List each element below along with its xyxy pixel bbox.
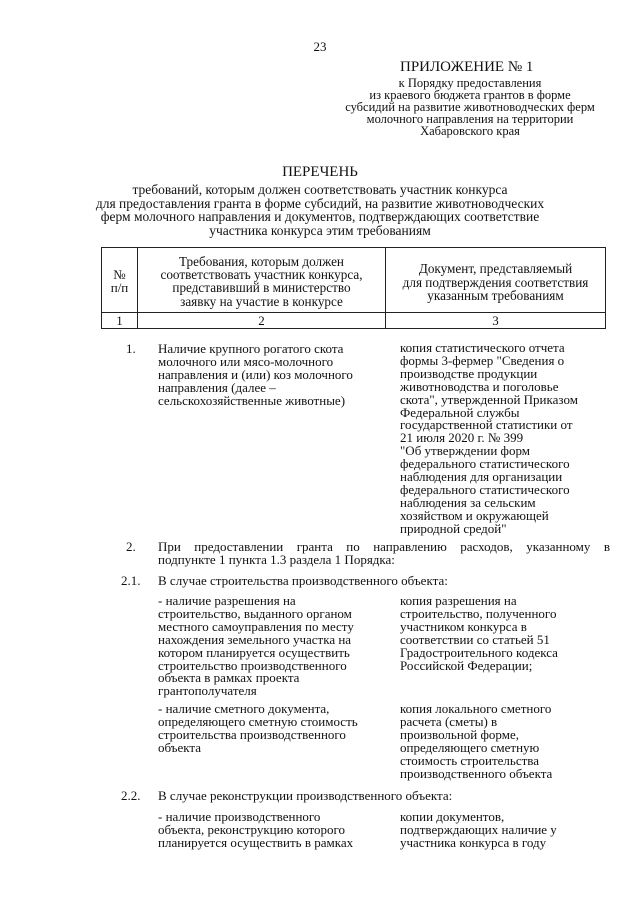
row-document xyxy=(400,703,552,780)
page-number: 23 xyxy=(313,39,327,54)
text-line: - наличие сметного документа, xyxy=(158,701,330,716)
row-number: 2.1. xyxy=(121,573,141,588)
text-line: - наличие разрешения на xyxy=(158,593,296,608)
text-line: объекта xyxy=(158,739,202,755)
header-text: № xyxy=(113,267,126,282)
text-line: копия статистического отчета xyxy=(400,340,565,355)
text-line: объекта, реконструкцию которого xyxy=(158,821,346,837)
text-line: произвольной форме, xyxy=(400,726,519,742)
text-line: направления (далее – xyxy=(158,380,276,396)
header-text: соответствовать участник конкурса, xyxy=(160,267,363,283)
text-line: Градостроительного кодекса xyxy=(400,644,558,660)
text-line: федерального статистического xyxy=(400,481,570,497)
text-line: Федеральной службы xyxy=(400,404,520,420)
appendix-line: из краевого бюджета грантов в форме xyxy=(369,88,571,102)
subtitle-line: для предоставления гранта в форме субсидий, на развитие животноводческих xyxy=(95,195,545,211)
text-line: строительства производственного xyxy=(158,726,346,742)
text-line: подпункте 1 пункта 1.3 раздела 1 Порядка: xyxy=(158,552,395,567)
row-document xyxy=(400,342,578,536)
text-line: копия разрешения на xyxy=(400,593,517,608)
header-col-number xyxy=(102,268,137,294)
text-line: копия локального сметного xyxy=(400,701,552,716)
text-line: подтверждающих наличие у xyxy=(400,821,557,837)
row-title: В случае строительства производственного объекта: xyxy=(158,573,448,588)
text-line: молочного или мясо-молочного xyxy=(158,354,334,370)
text-line: хозяйством и окружающей xyxy=(400,507,549,523)
row-title: В случае реконструкции производственного объекта: xyxy=(158,788,453,803)
text-line: соответствии со статьей 51 xyxy=(400,631,550,647)
text-line: - наличие производственного xyxy=(158,809,321,824)
text-line: Российской Федерации; xyxy=(400,657,533,673)
text-line: животноводства и поголовье xyxy=(400,378,559,394)
text-line: местного самоуправления по месту xyxy=(158,618,354,634)
row-number: 1. xyxy=(126,341,136,356)
text-line: скота", утвержденной Приказом xyxy=(400,391,578,407)
row-requirement xyxy=(158,811,353,850)
header-text: Документ, представляемый xyxy=(418,261,573,276)
header-text: заявку на участие в конкурсе xyxy=(180,293,343,309)
text-line: производственного объекта xyxy=(400,765,553,781)
row-document xyxy=(400,811,557,850)
header-col-requirements xyxy=(138,255,385,308)
text-line: участника конкурса в году xyxy=(400,834,547,850)
text-line: сельскохозяйственные животные) xyxy=(158,393,346,409)
header-col-documents xyxy=(386,262,605,303)
text-line: Наличие крупного рогатого скота xyxy=(158,341,344,356)
text-line: При предоставлении гранта по направлению расходов, указанному в xyxy=(158,539,610,554)
header-text: п/п xyxy=(110,280,129,295)
text-line: наблюдения для организации xyxy=(400,469,563,485)
text-line: направления и (или) коз молочного xyxy=(158,367,353,383)
column-number: 3 xyxy=(492,313,499,328)
text-line: "Об утверждении форм xyxy=(400,443,531,459)
row-number: 2.2. xyxy=(121,788,141,803)
appendix-lines xyxy=(345,77,595,137)
document-subtitle xyxy=(80,183,560,237)
text-line: государственной статистики от xyxy=(400,417,573,433)
row-requirement xyxy=(158,342,353,407)
header-text: для подтверждения соответствия xyxy=(402,274,589,290)
appendix-line: субсидий на развитие животноводческих ферм xyxy=(345,100,595,114)
header-text: указанным требованиям xyxy=(427,288,564,303)
text-line: формы 3-фермер "Сведения о xyxy=(400,352,565,368)
text-line: участником конкурса в xyxy=(400,618,527,634)
header-text: Требования, которым должен xyxy=(179,254,344,269)
text-line: строительство, полученного xyxy=(400,605,557,621)
text-line: объекта в рамках проекта xyxy=(158,670,300,686)
text-line: расчета (сметы) в xyxy=(400,713,498,729)
appendix-line: молочного направления на территории xyxy=(366,112,574,126)
text-line: планируется осуществить в рамках xyxy=(158,834,354,850)
row-requirement xyxy=(158,595,354,698)
row-requirement xyxy=(158,703,358,755)
appendix-line: Хабаровского края xyxy=(420,124,520,138)
text-line: определяющего сметную xyxy=(400,739,540,755)
header-text: представивший в министерство xyxy=(172,280,351,296)
text-line: производстве продукции xyxy=(400,365,538,381)
text-line: стоимость строительства xyxy=(400,752,540,768)
row-document xyxy=(400,595,558,672)
row-text xyxy=(158,540,610,566)
text-line: нахождения земельного участка на xyxy=(158,631,352,647)
document-title: ПЕРЕЧЕНЬ xyxy=(282,164,358,180)
row-number: 2. xyxy=(126,539,136,554)
appendix-line: к Порядку предоставления xyxy=(398,76,542,90)
text-line: природной средой" xyxy=(400,520,507,536)
text-line: определяющего сметную стоимость xyxy=(158,713,358,729)
text-line: котором планируется осуществить xyxy=(158,644,350,660)
text-line: строительство производственного xyxy=(158,657,347,673)
text-line: строительство, выданного органом xyxy=(158,605,352,621)
text-line: копии документов, xyxy=(400,809,505,824)
text-line: грантополучателя xyxy=(158,683,257,699)
appendix-title: ПРИЛОЖЕНИЕ № 1 xyxy=(400,59,534,75)
column-number: 1 xyxy=(116,313,123,328)
text-line: 21 июля 2020 г. № 399 xyxy=(400,430,524,446)
subtitle-line: требований, которым должен соответствовать участник конкурса xyxy=(132,182,508,197)
subtitle-line: ферм молочного направления и документов, подтверждающих соответствие xyxy=(100,209,540,224)
text-line: федерального статистического xyxy=(400,456,570,472)
subtitle-line: участника конкурса этим требованиям xyxy=(209,222,431,238)
column-number: 2 xyxy=(258,313,265,328)
text-line: наблюдения за сельским xyxy=(400,494,536,510)
